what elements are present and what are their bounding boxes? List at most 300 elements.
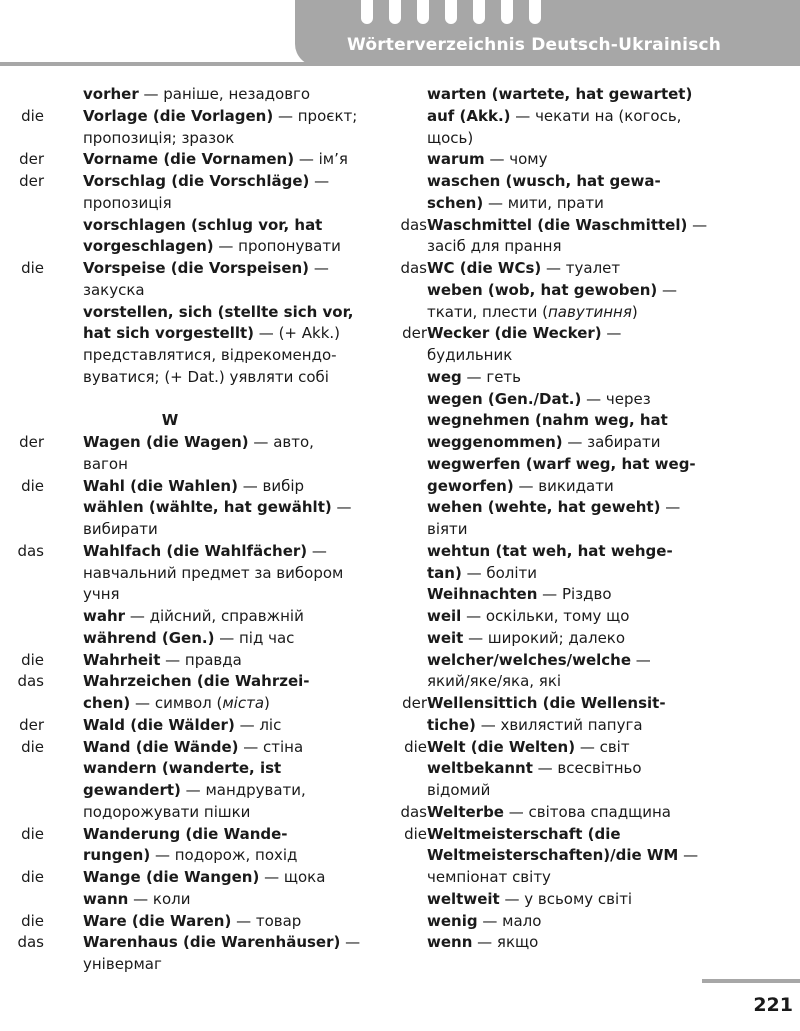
entry-line (385, 845, 785, 867)
entry-line (385, 367, 785, 389)
entry-line (385, 106, 785, 128)
headword: Welt (die Welten) (427, 737, 576, 756)
translation: — Різдво (537, 585, 612, 604)
translation: — проєкт; (273, 106, 358, 125)
translation: — вибір (237, 476, 305, 495)
entry-text (83, 345, 337, 367)
entry-text (427, 628, 625, 650)
entry-text (83, 215, 322, 237)
translation: — мандрувати, (180, 781, 306, 799)
entry-text (83, 519, 158, 541)
translation: віяти (427, 520, 468, 538)
entry-text (83, 258, 329, 280)
entry-line (0, 932, 370, 954)
translation: вибирати (83, 520, 158, 538)
entry-text (427, 563, 537, 585)
entry-text (83, 693, 270, 715)
entry-line (0, 563, 370, 585)
entry-line (385, 693, 785, 715)
translation: — подорож, похід (150, 846, 298, 865)
entry-line (385, 932, 785, 954)
entry-text (83, 323, 340, 345)
headword: wehen (wehte, hat geweht) (427, 498, 661, 517)
entry-article: die (21, 106, 44, 125)
headword: vorgeschlagen) (83, 237, 214, 256)
entry-line (0, 454, 370, 476)
headword: chen) (83, 694, 131, 712)
entry-line (0, 432, 370, 454)
entry-line (385, 215, 785, 237)
entry-article: die (21, 737, 44, 756)
entry-text (83, 911, 301, 933)
entry-text (427, 584, 612, 606)
translation: універмаг (83, 955, 162, 973)
headword: wann (83, 889, 129, 908)
entry-line (0, 128, 370, 150)
headword: wenn (427, 933, 473, 952)
entry-article: das (400, 802, 427, 821)
entry-line (0, 693, 370, 715)
translation: ) (631, 302, 638, 321)
translation: — широкий; далеко (463, 628, 626, 647)
entry-text (427, 389, 651, 411)
translation: — чому (484, 150, 548, 169)
entry-text (427, 845, 698, 867)
translation: — (+ Akk.) (254, 324, 341, 343)
page-number: 221 (753, 994, 793, 1016)
translation: — боліти (461, 563, 538, 582)
headword: Weltmeisterschaften)/die WM (427, 846, 679, 865)
entry-line (0, 802, 370, 824)
page-header-title: Wörterverzeichnis Deutsch-Ukrainisch (347, 35, 722, 55)
entry-text (83, 280, 145, 302)
entry-article: der (19, 715, 44, 734)
entry-text (427, 128, 473, 150)
translation: — раніше, незадовго (138, 85, 311, 103)
entry-text (83, 954, 162, 976)
entry-article: die (21, 650, 44, 669)
entry-text (427, 149, 547, 171)
translation: подорожувати пішки (83, 802, 251, 821)
entry-line (385, 193, 785, 215)
entry-article: der (402, 324, 427, 343)
header-stripe (361, 0, 373, 24)
translation: який/яке/яка, які (427, 672, 562, 691)
entry-text (427, 802, 671, 824)
headword: wandern (wanderte, ist (83, 759, 282, 778)
entry-line (0, 628, 370, 650)
entry-line (385, 867, 785, 889)
entry-line (385, 410, 785, 432)
entry-line (385, 715, 785, 737)
entry-article: der (19, 150, 44, 169)
entry-text (83, 845, 297, 867)
entry-text (427, 454, 696, 476)
entry-text (83, 454, 128, 476)
entry-line (0, 737, 370, 759)
entry-text (83, 650, 242, 672)
entry-article: das (17, 933, 44, 952)
entry-line (0, 824, 370, 846)
entry-line (385, 671, 785, 693)
entry-line (385, 606, 785, 628)
entry-line (0, 954, 370, 976)
entry-text (427, 171, 661, 193)
translation: міста (222, 694, 265, 712)
translation: — (678, 846, 699, 865)
entry-text (83, 671, 310, 693)
entry-text (427, 671, 561, 693)
entry-text (83, 171, 329, 193)
entry-line (385, 911, 785, 933)
translation: — щока (259, 868, 326, 886)
entry-article: die (21, 868, 44, 886)
translation: — (687, 215, 708, 234)
headword: weben (wob, hat gewoben) (427, 280, 658, 299)
headword: rungen) (83, 846, 151, 865)
entry-text (427, 280, 677, 302)
headword: Vorlage (die Vorlagen) (83, 106, 274, 125)
entry-article: die (404, 737, 427, 756)
entry-text (83, 149, 348, 171)
entry-line (385, 432, 785, 454)
translation: — забирати (562, 433, 661, 451)
headword: wegnehmen (nahm weg, hat (427, 411, 668, 430)
headword: geworfen) (427, 476, 514, 495)
headword: wahr (83, 607, 126, 625)
entry-line (385, 302, 785, 324)
entry-line (385, 780, 785, 802)
entry-article: das (400, 259, 427, 277)
entry-text (427, 410, 668, 432)
entry-line (385, 758, 785, 780)
entry-text (83, 367, 329, 389)
entry-text (83, 84, 310, 106)
entry-article: das (400, 215, 427, 234)
entry-line (0, 889, 370, 911)
entry-text (427, 889, 632, 911)
translation: — викидати (513, 476, 614, 495)
entry-text (427, 497, 680, 519)
letter-heading (0, 410, 370, 432)
entry-line (385, 323, 785, 345)
entry-text (427, 737, 630, 759)
entry-text (83, 715, 281, 737)
headword: WC (die WCs) (427, 259, 542, 277)
headword: vorschlagen (schlug vor, hat (83, 215, 323, 234)
headword: wehtun (tat weh, hat wehge- (427, 541, 673, 560)
entry-line (385, 236, 785, 258)
entry-text (427, 606, 629, 628)
entry-article: die (404, 824, 427, 843)
entry-text (427, 932, 538, 954)
headword: wegen (Gen./Dat.) (427, 389, 582, 408)
headword: gewandert) (83, 781, 181, 799)
headword: weltweit (427, 889, 500, 908)
headword: Warenhaus (die Warenhäuser) (83, 933, 341, 952)
entry-text (83, 128, 234, 150)
translation: відомий (427, 781, 491, 799)
entry-text (427, 867, 551, 889)
translation: учня (83, 585, 120, 604)
translation: — (309, 172, 330, 190)
entry-text (83, 563, 343, 585)
entry-line (0, 323, 370, 345)
headword: Ware (die Waren) (83, 911, 232, 930)
headword: weggenommen) (427, 433, 563, 451)
headword: Weltmeisterschaft (die (427, 824, 621, 843)
translation: — правда (160, 650, 242, 669)
translation: — (631, 650, 651, 669)
translation: — (331, 498, 352, 517)
entry-line (0, 519, 370, 541)
headword: weltbekannt (427, 759, 533, 778)
entry-text (427, 193, 604, 215)
entry-text (83, 606, 304, 628)
translation: — світова спадщина (503, 802, 671, 821)
translation: — під час (214, 628, 295, 647)
entry-line (0, 193, 370, 215)
entry-article: die (21, 259, 44, 277)
entry-line (385, 476, 785, 498)
entry-line (0, 476, 370, 498)
translation: — через (581, 389, 651, 408)
entry-text (427, 758, 642, 780)
translation: будильник (427, 346, 513, 364)
entry-line (385, 389, 785, 411)
entry-line (385, 497, 785, 519)
headword: Waschmittel (die Waschmittel) (427, 215, 688, 234)
headword: Wahrzeichen (die Wahrzei- (83, 672, 310, 691)
entry-text (427, 302, 638, 324)
translation: вуватися; (+ Dat.) уявляти собі (83, 367, 329, 386)
translation: — (307, 541, 327, 560)
translation: — оскільки, тому що (461, 607, 630, 625)
translation: пропозиція; зразок (83, 128, 235, 147)
headword: schen) (427, 193, 484, 212)
headword: waschen (wusch, hat gewa- (427, 172, 661, 190)
translation: — ліс (234, 715, 282, 734)
entry-line (385, 628, 785, 650)
translation: — (657, 280, 678, 299)
translation: — туалет (541, 259, 621, 277)
entry-article: der (19, 433, 44, 451)
headword: Vorschlag (die Vorschläge) (83, 172, 310, 190)
entry-text (83, 476, 304, 498)
entry-line (385, 84, 785, 106)
translation: — всесвітньо (532, 759, 642, 778)
entry-line (0, 650, 370, 672)
headword: tan) (427, 563, 462, 582)
headword: Wahlfach (die Wahlfächer) (83, 541, 308, 560)
entry-text (83, 889, 190, 911)
headword: weg (427, 367, 462, 386)
entry-line (385, 541, 785, 563)
translation: — дійсний, справжній (125, 607, 304, 625)
entry-article: der (402, 694, 427, 712)
entry-article: die (21, 476, 44, 495)
entry-line (0, 715, 370, 737)
entry-line (0, 106, 370, 128)
translation: щось) (427, 128, 474, 147)
entry-line (385, 824, 785, 846)
headword: Vorspeise (die Vorspeisen) (83, 259, 310, 277)
entry-line (385, 737, 785, 759)
entry-article: die (21, 824, 44, 843)
headword: Wellensittich (die Wellensit- (427, 694, 666, 712)
headword: Wahrheit (83, 650, 161, 669)
translation: вагон (83, 454, 128, 473)
header-stripe (529, 0, 541, 24)
entry-line (385, 563, 785, 585)
entry-text (427, 650, 651, 672)
headword: Wange (die Wangen) (83, 868, 260, 886)
entry-text (427, 84, 692, 106)
footer-rule (702, 979, 800, 983)
headword: warten (wartete, hat gewartet) (427, 85, 693, 103)
header-stripe (445, 0, 457, 24)
header-tab (295, 0, 800, 66)
header-stripe (473, 0, 485, 24)
translation: — якщо (472, 933, 539, 952)
entry-text (83, 824, 288, 846)
entry-text (427, 215, 707, 237)
entry-text (83, 106, 357, 128)
translation: навчальний предмет за вибором (83, 563, 344, 582)
translation: — пропонувати (213, 237, 341, 256)
entry-text (427, 323, 621, 345)
entry-text (83, 302, 353, 324)
entry-line (0, 867, 370, 889)
entry-text (427, 693, 666, 715)
entry-line (385, 802, 785, 824)
translation: закуска (83, 280, 145, 299)
entry-text (83, 867, 325, 889)
entry-line (385, 584, 785, 606)
translation: представлятися, відрекомендо- (83, 346, 337, 364)
entry-line (385, 454, 785, 476)
entry-line (0, 671, 370, 693)
entry-text (427, 258, 620, 280)
translation: — мити, прати (483, 193, 604, 212)
headword: warum (427, 150, 485, 169)
translation: ткати, плести ( (427, 302, 548, 321)
entry-line (385, 650, 785, 672)
header-rule (0, 62, 340, 66)
translation: — чекати на (когось, (510, 106, 682, 125)
headword: Vorname (die Vornamen) (83, 150, 295, 169)
entry-line (0, 497, 370, 519)
headword: Weihnachten (427, 585, 538, 604)
entry-line (0, 584, 370, 606)
translation: чемпіонат світу (427, 868, 551, 886)
entry-line (385, 171, 785, 193)
entry-article: das (17, 672, 44, 691)
translation: — геть (461, 367, 522, 386)
entry-text (427, 715, 643, 737)
headword: Wald (die Wälder) (83, 715, 235, 734)
entry-line (385, 889, 785, 911)
entry-text (0, 410, 340, 432)
entry-line (385, 258, 785, 280)
headword: auf (Akk.) (427, 106, 511, 125)
entry-line (0, 149, 370, 171)
entry-line (0, 215, 370, 237)
entry-line (0, 258, 370, 280)
entry-line (0, 758, 370, 780)
entry-text (83, 497, 352, 519)
header-stripe (389, 0, 401, 24)
translation: пропозиція (83, 193, 172, 212)
translation: — у всьому світі (499, 889, 633, 908)
header-stripe (501, 0, 513, 24)
translation: — товар (231, 911, 302, 930)
entry-article: der (19, 172, 44, 190)
entry-line (0, 389, 370, 411)
right-column (385, 84, 785, 954)
translation: — (601, 324, 622, 343)
headword: W (161, 411, 179, 430)
translation: — хвилястий папуга (475, 715, 643, 734)
entry-line (0, 606, 370, 628)
entry-line (385, 345, 785, 367)
translation: — мало (477, 911, 542, 930)
entry-text (427, 824, 621, 846)
entry-line (385, 280, 785, 302)
headword: wegwerfen (warf weg, hat weg- (427, 454, 696, 473)
headword: vorher (83, 85, 139, 103)
entry-text (83, 236, 341, 258)
entry-article: die (21, 911, 44, 930)
headword: Wand (die Wände) (83, 737, 239, 756)
entry-text (427, 367, 521, 389)
translation: — символ ( (130, 694, 223, 712)
entry-text (83, 584, 120, 606)
headword: tiche) (427, 715, 476, 734)
translation: ) (264, 694, 270, 712)
entry-text (83, 541, 327, 563)
entry-line (385, 149, 785, 171)
headword: vorstellen, sich (stellte sich vor, (83, 302, 354, 321)
entry-text (427, 519, 468, 541)
headword: Wahl (die Wahlen) (83, 476, 238, 495)
translation: — авто, (248, 433, 314, 451)
entry-line (0, 541, 370, 563)
entry-line (0, 345, 370, 367)
translation: — стіна (238, 737, 304, 756)
translation: — ім’я (294, 150, 348, 169)
entry-line (385, 128, 785, 150)
entry-text (427, 780, 490, 802)
entry-text (427, 236, 562, 258)
entry-line (385, 519, 785, 541)
translation: павутиння (548, 302, 632, 321)
entry-line (0, 911, 370, 933)
translation: — (340, 933, 361, 952)
translation: — коли (128, 889, 191, 908)
entry-text (427, 476, 614, 498)
headword: Wanderung (die Wande- (83, 824, 288, 843)
entry-text (83, 193, 172, 215)
entry-line (0, 780, 370, 802)
left-column (0, 84, 370, 976)
entry-text (427, 432, 661, 454)
entry-text (83, 802, 250, 824)
headword: Wecker (die Wecker) (427, 324, 602, 343)
entry-line (0, 236, 370, 258)
headword: weil (427, 607, 462, 625)
headword: weit (427, 628, 464, 647)
